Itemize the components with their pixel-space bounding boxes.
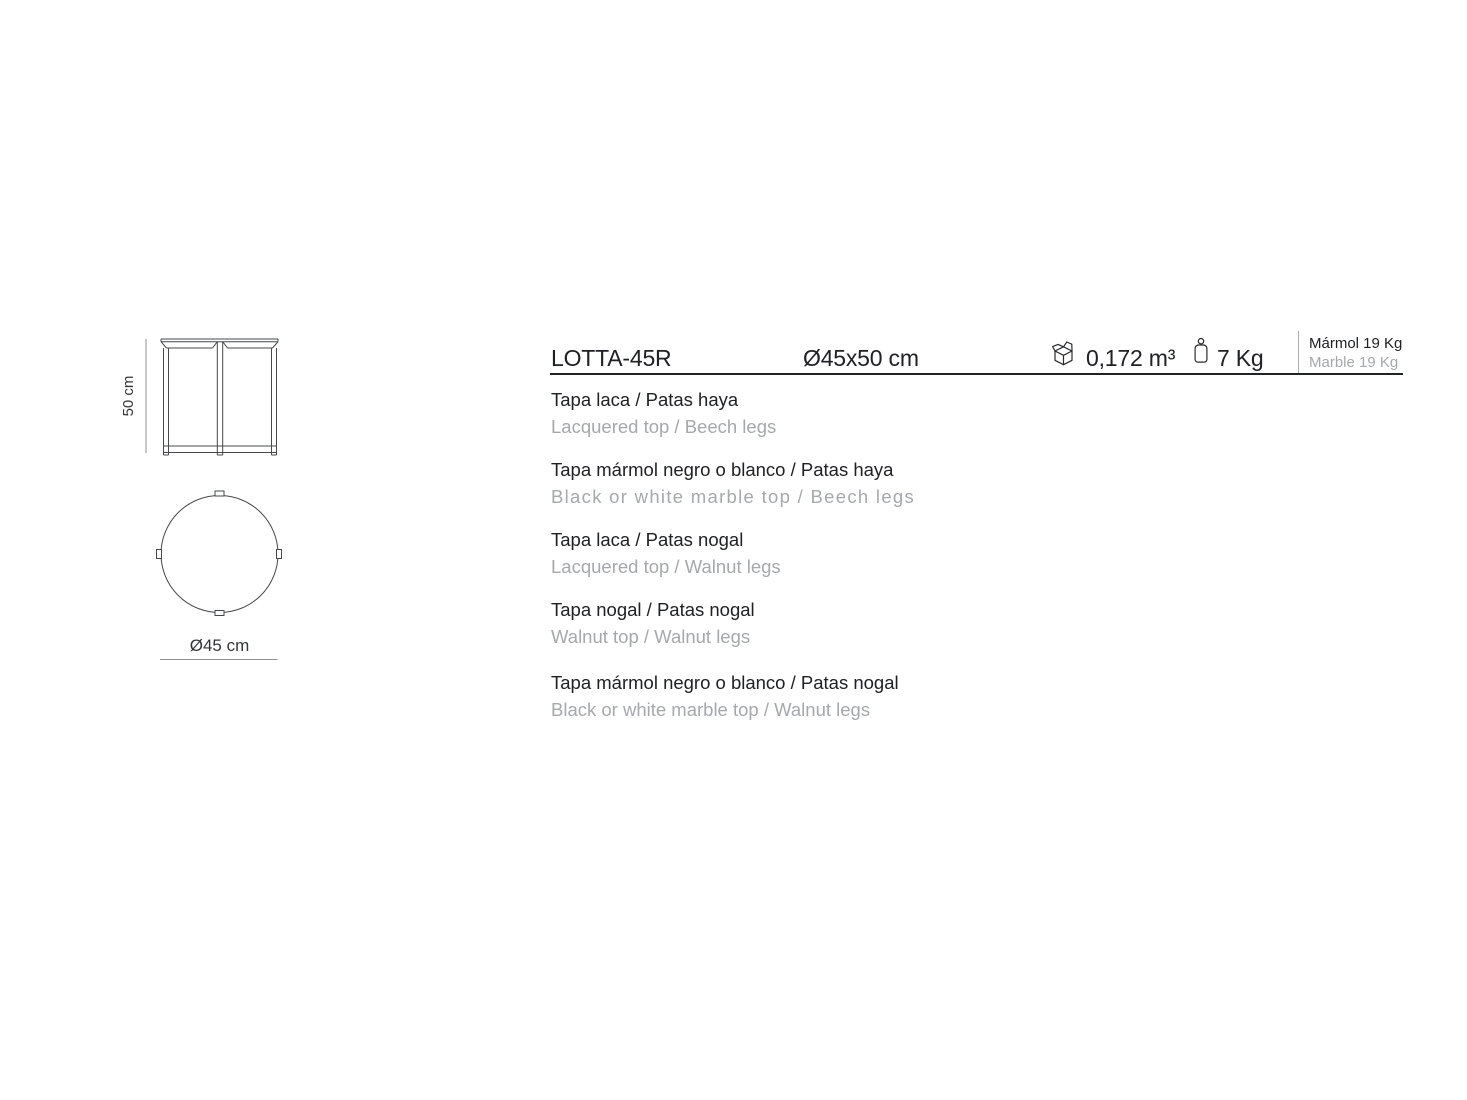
marble-weight-es: Mármol 19 Kg	[1309, 335, 1403, 352]
height-dimension-label: 50 cm	[120, 375, 137, 417]
finish-option-es: Tapa nogal / Patas nogal	[551, 599, 755, 620]
header-rule	[550, 373, 1403, 375]
volume-value: 0,172 m³	[1086, 345, 1176, 371]
finish-option-es: Tapa laca / Patas nogal	[551, 529, 744, 550]
finish-option-es: Tapa mármol negro o blanco / Patas nogal	[551, 672, 899, 693]
finish-option-en: Black or white marble top / Beech legs	[551, 486, 916, 507]
finish-option-en: Walnut top / Walnut legs	[551, 626, 751, 647]
header-divider	[1298, 331, 1299, 374]
finish-option-en: Black or white marble top / Walnut legs	[551, 699, 871, 720]
packing-box-icon	[1051, 340, 1076, 367]
finish-option-en: Lacquered top / Beech legs	[551, 416, 777, 437]
front-view-drawing	[161, 339, 278, 455]
finish-option-es: Tapa mármol negro o blanco / Patas haya	[551, 459, 894, 480]
finish-option	[551, 526, 1111, 580]
top-view-drawing	[157, 491, 282, 616]
finish-option-es: Tapa laca / Patas haya	[551, 389, 739, 410]
product-dimensions: Ø45x50 cm	[803, 345, 919, 371]
weight-value: 7 Kg	[1217, 345, 1264, 371]
finish-option	[551, 456, 1111, 510]
technical-drawing	[100, 325, 300, 670]
product-name: LOTTA-45R	[551, 345, 672, 371]
finish-option	[551, 596, 1111, 650]
diameter-dimension	[160, 636, 278, 660]
weight-icon	[1193, 337, 1209, 365]
finish-options-list	[551, 386, 1111, 739]
finish-option	[551, 669, 1111, 723]
finish-option	[551, 386, 1111, 440]
finish-option-en: Lacquered top / Walnut legs	[551, 556, 781, 577]
marble-weight-en: Marble 19 Kg	[1309, 354, 1399, 371]
diameter-dimension-label: Ø45 cm	[189, 636, 250, 655]
height-dimension	[120, 339, 146, 453]
